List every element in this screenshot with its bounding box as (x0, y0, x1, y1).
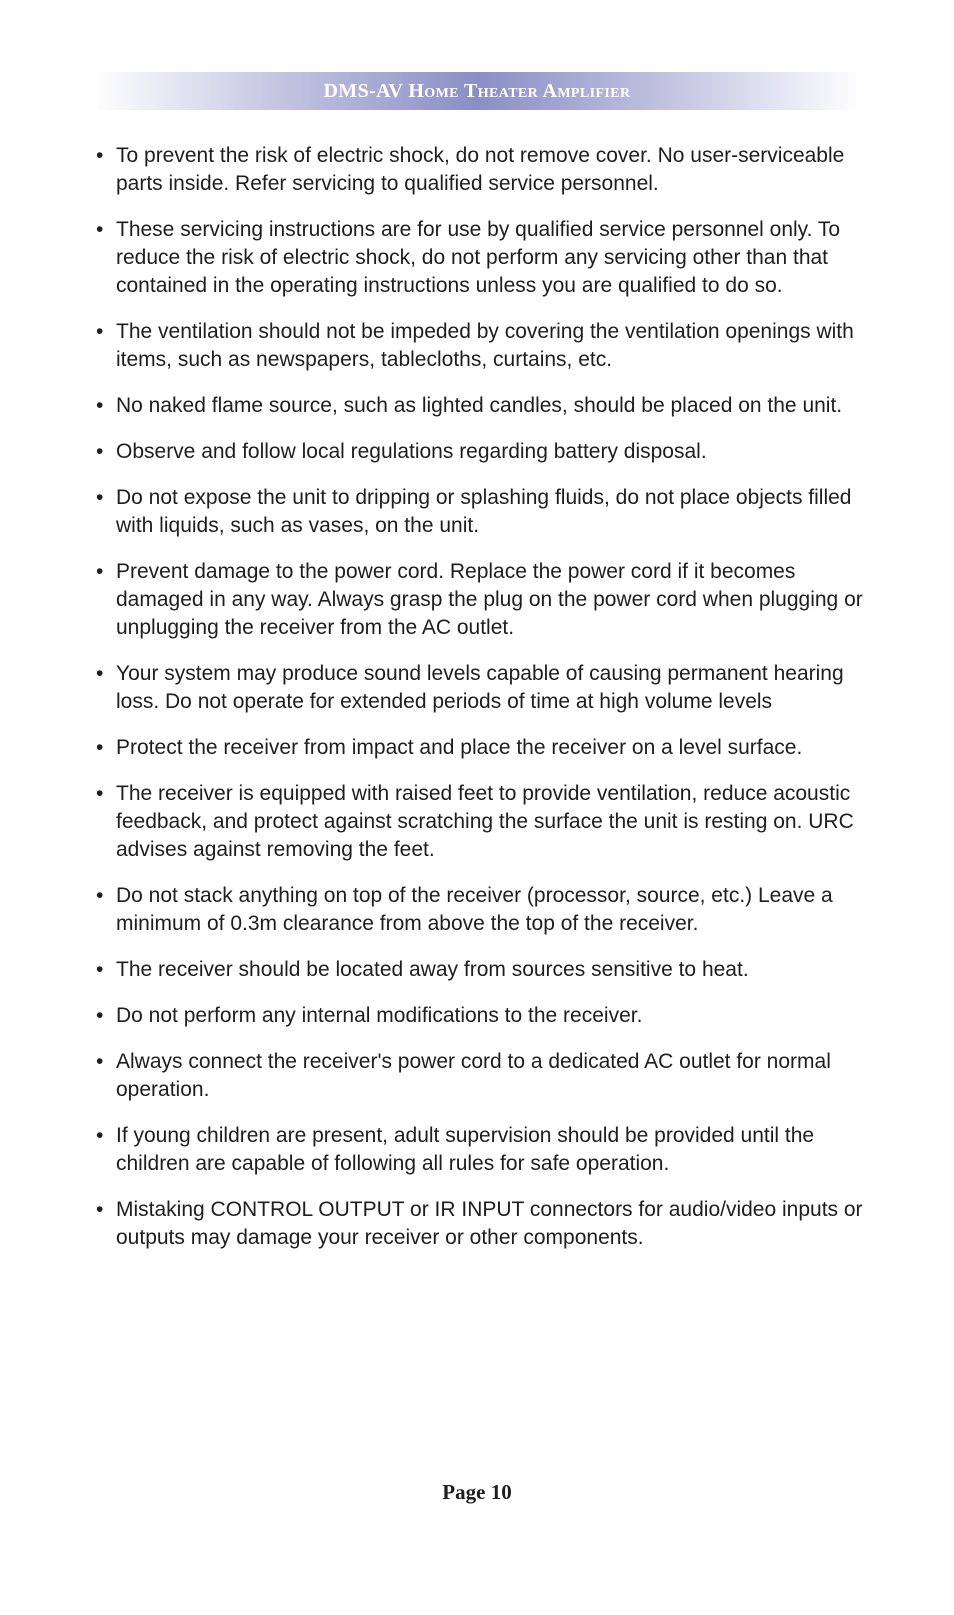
list-item (96, 558, 876, 642)
bullet-icon: • (96, 1198, 104, 1221)
bullet-icon: • (96, 218, 104, 241)
list-item (96, 780, 876, 864)
bullet-icon: • (96, 486, 104, 509)
page-number: Page 10 (442, 1480, 512, 1504)
bullet-icon: • (96, 440, 104, 463)
list-item (96, 392, 876, 420)
list-item (96, 1048, 876, 1104)
list-item-text: Protect the receiver from impact and place the receiver on a level surface. (116, 736, 803, 759)
list-item (96, 1122, 876, 1178)
list-item-text: Prevent damage to the power cord. Replace the power cord if it becomes damaged in any way. Always grasp the plug on the power cord when plugging or unplugging the receiver from the AC outlet. (116, 560, 863, 639)
list-item-text: Always connect the receiver's power cord to a dedicated AC outlet for normal operation. (116, 1050, 831, 1101)
bullet-icon: • (96, 662, 104, 685)
list-item (96, 882, 876, 938)
list-item-text: Do not stack anything on top of the receiver (processor, source, etc.) Leave a minimum of 0.3m clearance from above the top of the receiver. (116, 884, 833, 935)
list-item-text: These servicing instructions are for use by qualified service personnel only. To reduce the risk of electric shock, do not perform any servicing other than that contained in the operating instructions unless you are qualified to do so. (116, 218, 841, 297)
safety-instructions-list (96, 142, 876, 1270)
bullet-icon: • (96, 560, 104, 583)
bullet-icon: • (96, 782, 104, 805)
bullet-icon: • (96, 736, 104, 759)
bullet-icon: • (96, 958, 104, 981)
list-item (96, 484, 876, 540)
bullet-icon: • (96, 1050, 104, 1073)
list-item-text: No naked flame source, such as lighted candles, should be placed on the unit. (116, 394, 843, 417)
list-item (96, 734, 876, 762)
list-item (96, 216, 876, 300)
list-item-text: Mistaking CONTROL OUTPUT or IR INPUT connectors for audio/video inputs or outputs may damage your receiver or other components. (116, 1198, 863, 1249)
list-item (96, 660, 876, 716)
list-item-text: The receiver should be located away from sources sensitive to heat. (116, 958, 749, 981)
list-item-text: To prevent the risk of electric shock, do not remove cover. No user-serviceable parts inside. Refer servicing to qualified service personnel. (116, 144, 845, 195)
list-item-text: Observe and follow local regulations regarding battery disposal. (116, 440, 707, 463)
list-item (96, 318, 876, 374)
list-item-text: Do not perform any internal modifications to the receiver. (116, 1004, 643, 1027)
list-item (96, 438, 876, 466)
list-item (96, 1196, 876, 1252)
list-item-text: Do not expose the unit to dripping or splashing fluids, do not place objects filled with liquids, such as vases, on the unit. (116, 486, 852, 537)
document-title: DMS-AV Home Theater Amplifier (323, 79, 631, 102)
bullet-icon: • (96, 144, 104, 167)
header-banner (92, 72, 862, 110)
list-item (96, 142, 876, 198)
bullet-icon: • (96, 1124, 104, 1147)
bullet-icon: • (96, 1004, 104, 1027)
list-item-text: The ventilation should not be impeded by covering the ventilation openings with items, such as newspapers, tablecloths, curtains, etc. (116, 320, 854, 371)
list-item (96, 1002, 876, 1030)
bullet-icon: • (96, 320, 104, 343)
list-item-text: Your system may produce sound levels capable of causing permanent hearing loss. Do not operate for extended periods of time at high volume levels (116, 662, 844, 713)
list-item-text: If young children are present, adult supervision should be provided until the children are capable of following all rules for safe operation. (116, 1124, 815, 1175)
list-item (96, 956, 876, 984)
list-item-text: The receiver is equipped with raised feet to provide ventilation, reduce acoustic feedback, and protect against scratching the surface the unit is resting on. URC advises against removing the feet. (116, 782, 854, 861)
bullet-icon: • (96, 394, 104, 417)
bullet-icon: • (96, 884, 104, 907)
